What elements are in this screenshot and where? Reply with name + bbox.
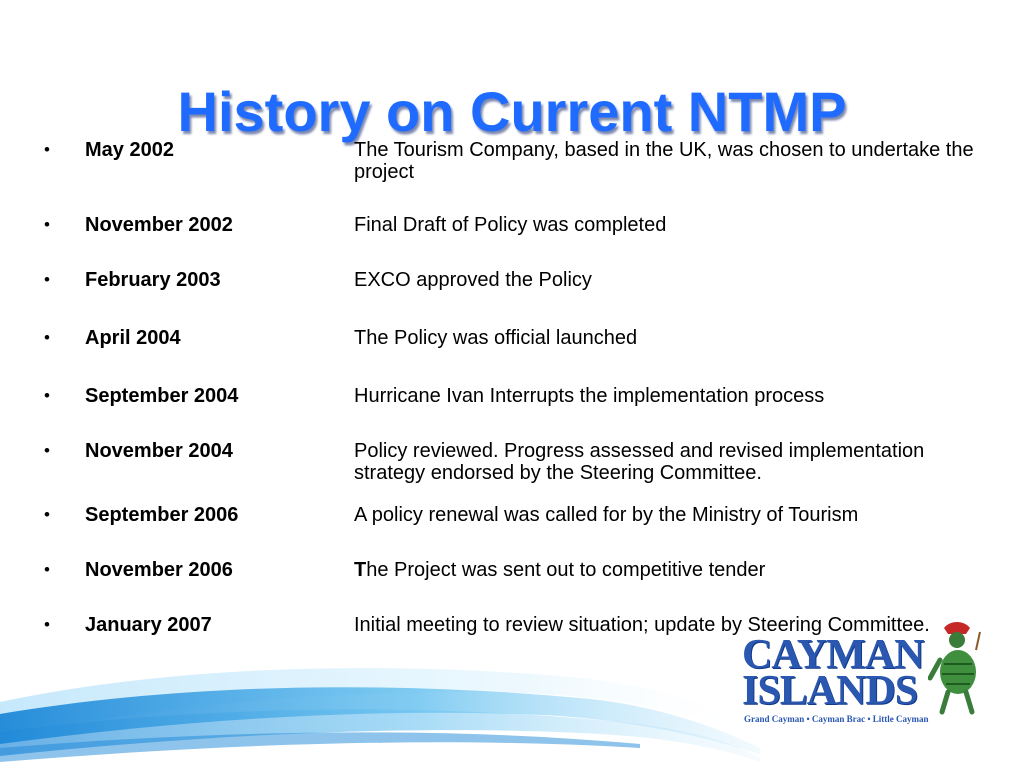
bullet-icon: •	[44, 215, 50, 234]
timeline-description: The Policy was official launched	[354, 327, 638, 349]
timeline-description-rest: he Project was sent out to competitive tender	[366, 559, 766, 581]
cayman-islands-logo	[742, 620, 982, 730]
timeline-date: January 2007	[85, 614, 212, 636]
timeline-description: Initial meeting to review situation; update by Steering Committee.	[354, 614, 930, 636]
bullet-icon: •	[44, 441, 50, 460]
timeline-description-lead: T	[354, 559, 367, 581]
timeline-description	[354, 559, 994, 581]
bullet-icon: •	[44, 560, 50, 579]
timeline-description: Final Draft of Policy was completed	[354, 214, 667, 236]
timeline-description: Policy reviewed. Progress assessed and revised implementation strategy endorsed by the Steering Committee.	[354, 440, 925, 484]
slide-title: History on Current NTMP	[177, 79, 847, 143]
bullet-icon: •	[44, 328, 50, 347]
bullet-icon: •	[44, 270, 50, 289]
pirate-turtle-mascot-icon	[928, 620, 982, 716]
timeline-description: EXCO approved the Policy	[354, 269, 592, 291]
bullet-icon: •	[44, 140, 50, 159]
timeline-description: A policy renewal was called for by the Ministry of Tourism	[354, 504, 859, 526]
timeline-date: September 2006	[85, 504, 239, 526]
timeline-date: May 2002	[85, 139, 174, 161]
bullet-icon: •	[44, 386, 50, 405]
wave-decoration-icon	[0, 640, 760, 768]
timeline-description: The Tourism Company, based in the UK, was chosen to undertake the project	[354, 139, 974, 183]
timeline-date: November 2006	[85, 559, 233, 581]
logo-line-1: CAYMAN	[742, 632, 924, 678]
logo-line-2: ISLANDS	[742, 668, 918, 714]
bullet-icon: •	[44, 505, 50, 524]
timeline-date: April 2004	[85, 327, 181, 349]
timeline-description: Hurricane Ivan Interrupts the implementation process	[354, 385, 825, 407]
timeline-date: November 2002	[85, 214, 233, 236]
logo-tagline: Grand Cayman • Cayman Brac • Little Cayman	[744, 714, 929, 724]
timeline-date: September 2004	[85, 385, 239, 407]
timeline-date: February 2003	[85, 269, 221, 291]
bullet-icon: •	[44, 615, 50, 634]
timeline-date: November 2004	[85, 440, 233, 462]
